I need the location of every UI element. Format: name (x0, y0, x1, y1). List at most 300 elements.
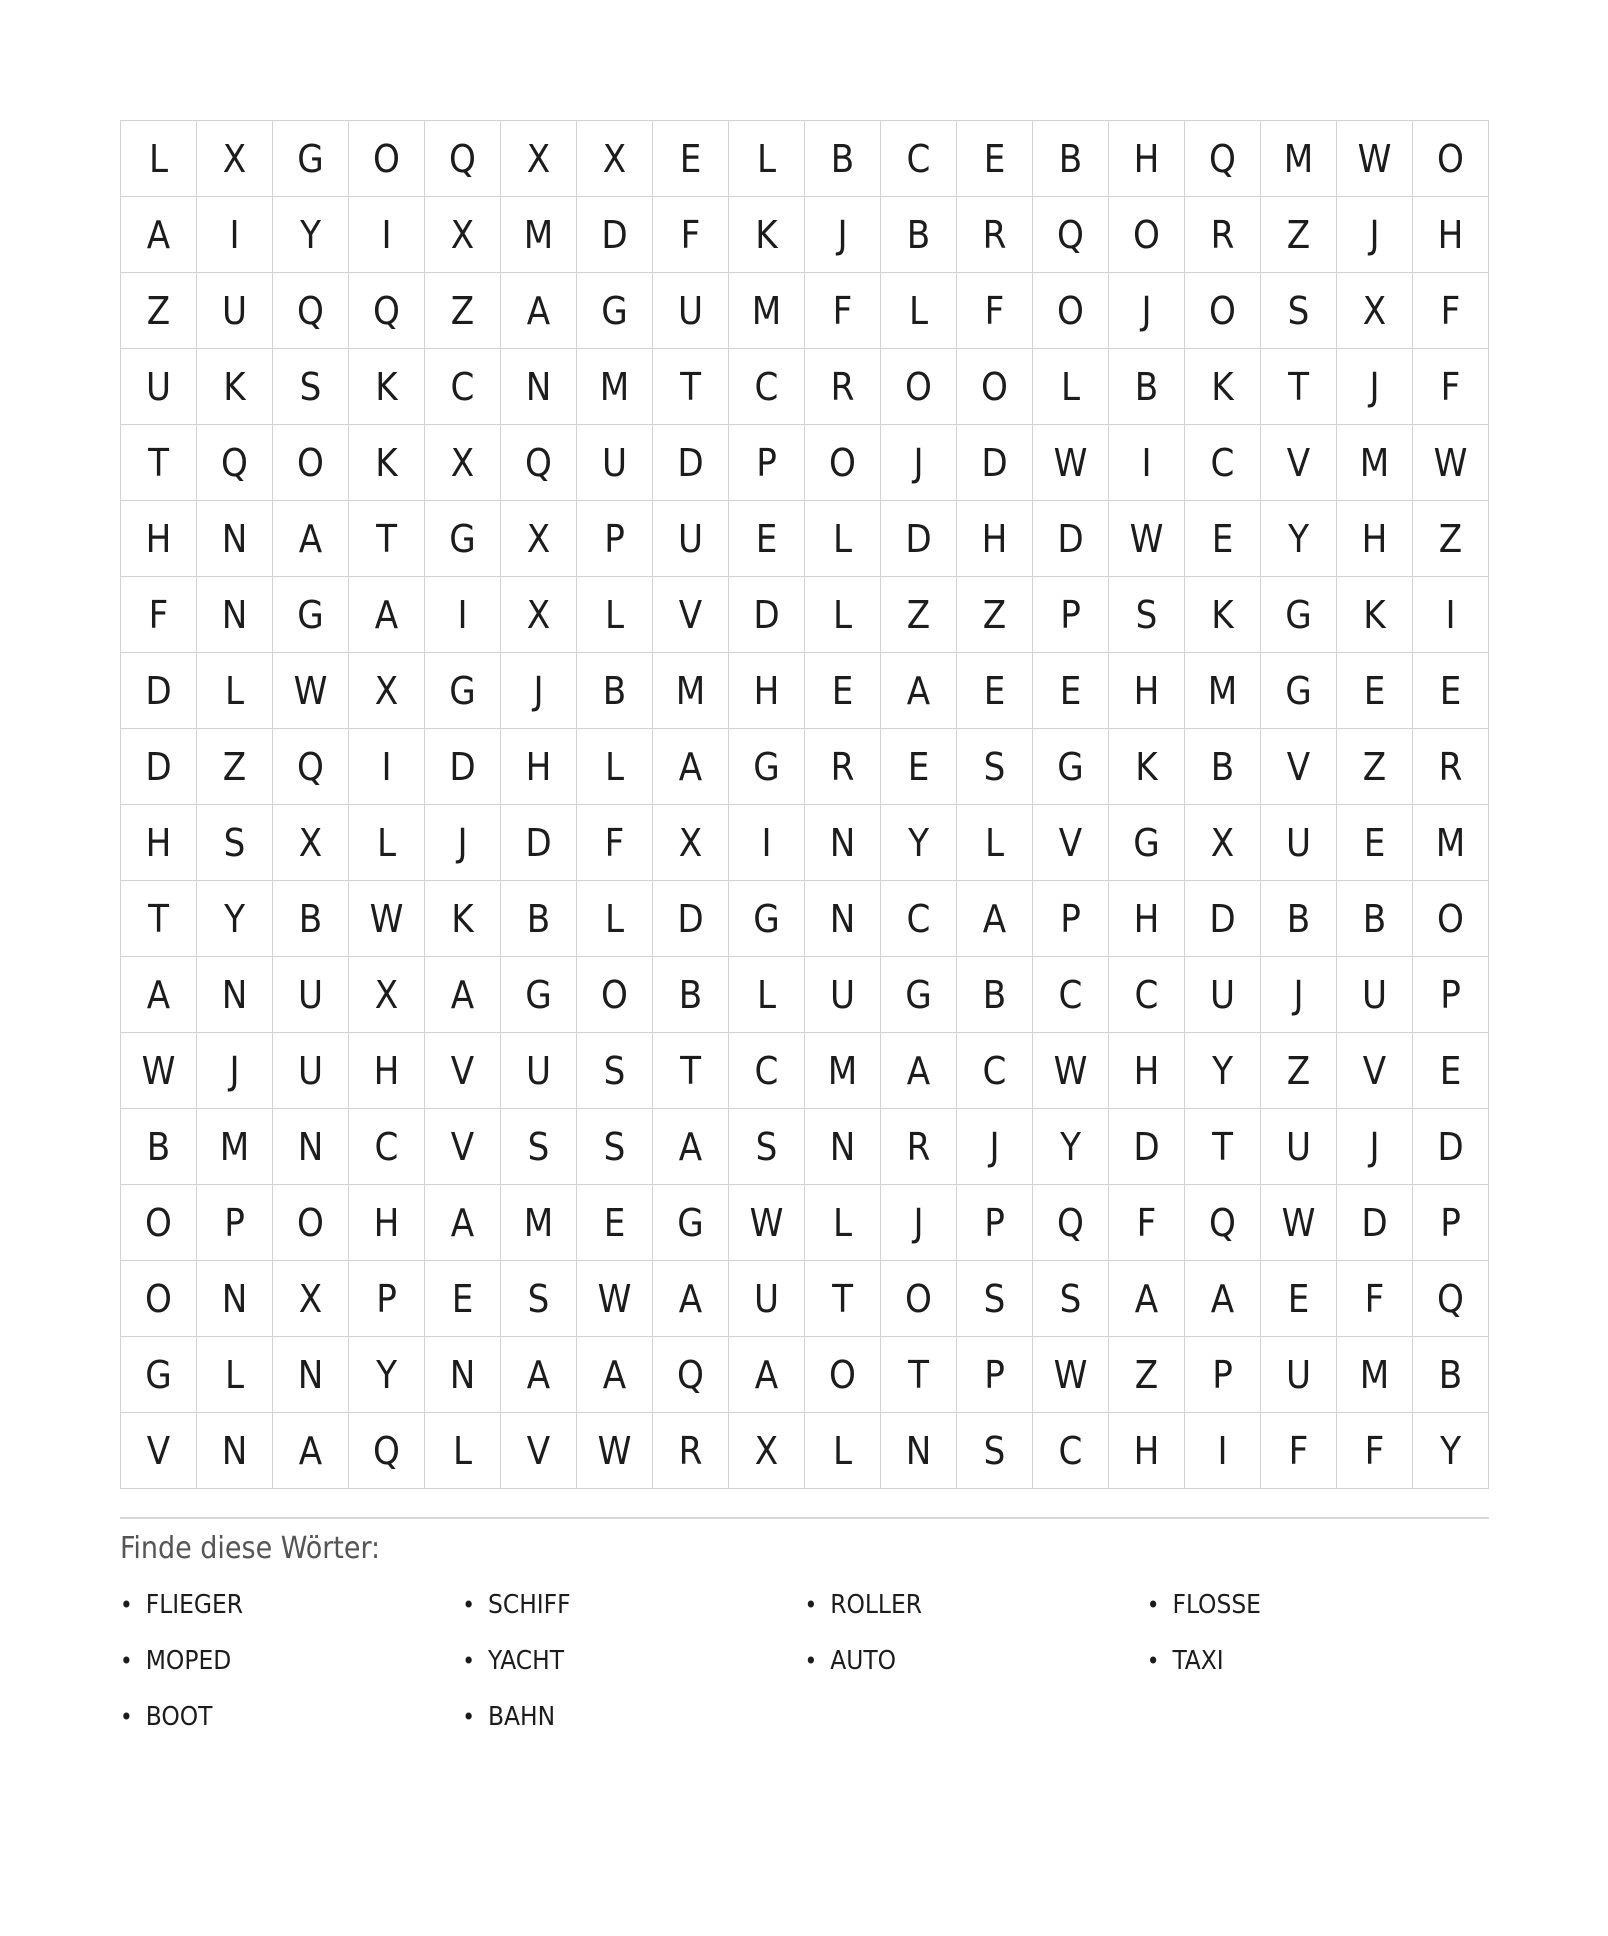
grid-cell[interactable]: A (501, 1337, 577, 1413)
grid-cell[interactable]: J (1337, 197, 1413, 273)
grid-cell[interactable]: N (197, 577, 273, 653)
grid-cell[interactable]: F (1261, 1413, 1337, 1489)
grid-cell[interactable]: F (1337, 1413, 1413, 1489)
grid-cell[interactable]: H (121, 805, 197, 881)
grid-cell[interactable]: S (273, 349, 349, 425)
grid-cell[interactable]: A (1185, 1261, 1261, 1337)
grid-cell[interactable]: P (1033, 881, 1109, 957)
grid-cell[interactable]: X (197, 121, 273, 197)
grid-cell[interactable]: X (501, 121, 577, 197)
grid-cell[interactable]: F (1413, 349, 1489, 425)
grid-cell[interactable]: D (1185, 881, 1261, 957)
grid-cell[interactable]: Z (881, 577, 957, 653)
grid-cell[interactable]: J (501, 653, 577, 729)
grid-cell[interactable]: Z (1261, 197, 1337, 273)
grid-cell[interactable]: X (501, 577, 577, 653)
grid-cell[interactable]: M (729, 273, 805, 349)
grid-cell[interactable]: S (1109, 577, 1185, 653)
grid-cell[interactable]: Z (957, 577, 1033, 653)
grid-cell[interactable]: G (425, 501, 501, 577)
grid-cell[interactable]: W (273, 653, 349, 729)
grid-cell[interactable]: D (1337, 1185, 1413, 1261)
grid-cell[interactable]: Y (881, 805, 957, 881)
grid-cell[interactable]: P (1185, 1337, 1261, 1413)
grid-cell[interactable]: T (1261, 349, 1337, 425)
grid-cell[interactable]: L (577, 729, 653, 805)
grid-cell[interactable]: B (1033, 121, 1109, 197)
grid-cell[interactable]: R (805, 729, 881, 805)
grid-cell[interactable]: U (1261, 1109, 1337, 1185)
grid-cell[interactable]: W (729, 1185, 805, 1261)
grid-cell[interactable]: Q (349, 273, 425, 349)
grid-cell[interactable]: X (349, 957, 425, 1033)
grid-cell[interactable]: S (729, 1109, 805, 1185)
grid-cell[interactable]: M (1337, 425, 1413, 501)
grid-cell[interactable]: W (1033, 425, 1109, 501)
grid-cell[interactable]: Z (1261, 1033, 1337, 1109)
grid-cell[interactable]: U (273, 1033, 349, 1109)
grid-cell[interactable]: O (881, 1261, 957, 1337)
grid-cell[interactable]: M (577, 349, 653, 425)
grid-cell[interactable]: E (1337, 805, 1413, 881)
grid-cell[interactable]: H (1337, 501, 1413, 577)
grid-cell[interactable]: K (1337, 577, 1413, 653)
grid-cell[interactable]: G (1261, 653, 1337, 729)
grid-cell[interactable]: H (501, 729, 577, 805)
grid-cell[interactable]: G (729, 881, 805, 957)
grid-cell[interactable]: D (653, 881, 729, 957)
grid-cell[interactable]: E (1337, 653, 1413, 729)
grid-cell[interactable]: Y (1413, 1413, 1489, 1489)
grid-cell[interactable]: R (1413, 729, 1489, 805)
grid-cell[interactable]: D (121, 653, 197, 729)
grid-cell[interactable]: V (501, 1413, 577, 1489)
grid-cell[interactable]: Y (197, 881, 273, 957)
grid-cell[interactable]: K (1185, 577, 1261, 653)
grid-cell[interactable]: U (1261, 805, 1337, 881)
grid-cell[interactable]: O (1185, 273, 1261, 349)
grid-cell[interactable]: S (501, 1109, 577, 1185)
grid-cell[interactable]: F (121, 577, 197, 653)
grid-cell[interactable]: W (577, 1261, 653, 1337)
grid-cell[interactable]: C (349, 1109, 425, 1185)
grid-cell[interactable]: L (881, 273, 957, 349)
grid-cell[interactable]: E (805, 653, 881, 729)
grid-cell[interactable]: X (1185, 805, 1261, 881)
grid-cell[interactable]: C (1109, 957, 1185, 1033)
grid-cell[interactable]: C (1185, 425, 1261, 501)
grid-cell[interactable]: U (1185, 957, 1261, 1033)
grid-cell[interactable]: T (881, 1337, 957, 1413)
grid-cell[interactable]: U (501, 1033, 577, 1109)
grid-cell[interactable]: L (805, 577, 881, 653)
grid-cell[interactable]: B (881, 197, 957, 273)
grid-cell[interactable]: M (1337, 1337, 1413, 1413)
grid-cell[interactable]: T (121, 881, 197, 957)
grid-cell[interactable]: I (1185, 1413, 1261, 1489)
grid-cell[interactable]: R (653, 1413, 729, 1489)
grid-cell[interactable]: E (577, 1185, 653, 1261)
grid-cell[interactable]: L (197, 653, 273, 729)
grid-cell[interactable]: A (881, 1033, 957, 1109)
grid-cell[interactable]: D (957, 425, 1033, 501)
grid-cell[interactable]: M (1413, 805, 1489, 881)
grid-cell[interactable]: Y (1185, 1033, 1261, 1109)
grid-cell[interactable]: G (729, 729, 805, 805)
grid-cell[interactable]: I (349, 197, 425, 273)
grid-cell[interactable]: O (881, 349, 957, 425)
grid-cell[interactable]: Z (1109, 1337, 1185, 1413)
grid-cell[interactable]: X (349, 653, 425, 729)
grid-cell[interactable]: I (729, 805, 805, 881)
grid-cell[interactable]: O (349, 121, 425, 197)
grid-cell[interactable]: A (121, 957, 197, 1033)
grid-cell[interactable]: H (349, 1033, 425, 1109)
grid-cell[interactable]: O (121, 1185, 197, 1261)
grid-cell[interactable]: H (121, 501, 197, 577)
grid-cell[interactable]: P (1033, 577, 1109, 653)
grid-cell[interactable]: N (197, 957, 273, 1033)
grid-cell[interactable]: H (1109, 1033, 1185, 1109)
grid-cell[interactable]: H (1109, 881, 1185, 957)
grid-cell[interactable]: O (1413, 121, 1489, 197)
grid-cell[interactable]: T (653, 1033, 729, 1109)
grid-cell[interactable]: J (1261, 957, 1337, 1033)
grid-cell[interactable]: E (881, 729, 957, 805)
grid-cell[interactable]: N (273, 1337, 349, 1413)
grid-cell[interactable]: L (1033, 349, 1109, 425)
grid-cell[interactable]: W (1033, 1033, 1109, 1109)
grid-cell[interactable]: A (425, 1185, 501, 1261)
grid-cell[interactable]: L (349, 805, 425, 881)
grid-cell[interactable]: U (273, 957, 349, 1033)
grid-cell[interactable]: V (1033, 805, 1109, 881)
grid-cell[interactable]: U (1337, 957, 1413, 1033)
grid-cell[interactable]: Y (349, 1337, 425, 1413)
grid-cell[interactable]: O (1413, 881, 1489, 957)
grid-cell[interactable]: T (349, 501, 425, 577)
grid-cell[interactable]: U (805, 957, 881, 1033)
grid-cell[interactable]: K (1109, 729, 1185, 805)
grid-cell[interactable]: L (957, 805, 1033, 881)
grid-cell[interactable]: H (1109, 653, 1185, 729)
grid-cell[interactable]: Q (273, 273, 349, 349)
grid-cell[interactable]: B (957, 957, 1033, 1033)
grid-cell[interactable]: O (805, 1337, 881, 1413)
grid-cell[interactable]: A (881, 653, 957, 729)
grid-cell[interactable]: W (349, 881, 425, 957)
grid-cell[interactable]: T (121, 425, 197, 501)
grid-cell[interactable]: F (1109, 1185, 1185, 1261)
grid-cell[interactable]: U (653, 501, 729, 577)
grid-cell[interactable]: S (957, 729, 1033, 805)
grid-cell[interactable]: N (805, 881, 881, 957)
grid-cell[interactable]: A (729, 1337, 805, 1413)
grid-cell[interactable]: X (273, 805, 349, 881)
grid-cell[interactable]: M (197, 1109, 273, 1185)
grid-cell[interactable]: Z (197, 729, 273, 805)
grid-cell[interactable]: X (729, 1413, 805, 1489)
grid-cell[interactable]: U (1261, 1337, 1337, 1413)
grid-cell[interactable]: H (1109, 1413, 1185, 1489)
grid-cell[interactable]: S (577, 1109, 653, 1185)
grid-cell[interactable]: D (577, 197, 653, 273)
grid-cell[interactable]: Q (197, 425, 273, 501)
grid-cell[interactable]: O (273, 1185, 349, 1261)
grid-cell[interactable]: D (881, 501, 957, 577)
grid-cell[interactable]: V (425, 1033, 501, 1109)
grid-cell[interactable]: J (197, 1033, 273, 1109)
grid-cell[interactable]: J (1337, 1109, 1413, 1185)
grid-cell[interactable]: G (653, 1185, 729, 1261)
grid-cell[interactable]: A (653, 729, 729, 805)
grid-cell[interactable]: L (577, 881, 653, 957)
grid-cell[interactable]: Z (425, 273, 501, 349)
grid-cell[interactable]: S (1261, 273, 1337, 349)
grid-cell[interactable]: G (1109, 805, 1185, 881)
grid-cell[interactable]: S (197, 805, 273, 881)
grid-cell[interactable]: J (881, 1185, 957, 1261)
grid-cell[interactable]: Y (1261, 501, 1337, 577)
grid-cell[interactable]: N (197, 501, 273, 577)
grid-cell[interactable]: M (501, 1185, 577, 1261)
grid-cell[interactable]: I (1109, 425, 1185, 501)
grid-cell[interactable]: F (577, 805, 653, 881)
grid-cell[interactable]: A (425, 957, 501, 1033)
grid-cell[interactable]: T (805, 1261, 881, 1337)
grid-cell[interactable]: K (425, 881, 501, 957)
grid-cell[interactable]: X (577, 121, 653, 197)
grid-cell[interactable]: T (653, 349, 729, 425)
grid-cell[interactable]: E (957, 653, 1033, 729)
grid-cell[interactable]: K (729, 197, 805, 273)
grid-cell[interactable]: W (1109, 501, 1185, 577)
grid-cell[interactable]: B (1413, 1337, 1489, 1413)
grid-cell[interactable]: A (501, 273, 577, 349)
grid-cell[interactable]: G (273, 121, 349, 197)
grid-cell[interactable]: A (349, 577, 425, 653)
grid-cell[interactable]: P (957, 1185, 1033, 1261)
grid-cell[interactable]: O (577, 957, 653, 1033)
grid-cell[interactable]: A (957, 881, 1033, 957)
grid-cell[interactable]: M (805, 1033, 881, 1109)
grid-cell[interactable]: D (121, 729, 197, 805)
grid-cell[interactable]: C (881, 881, 957, 957)
grid-cell[interactable]: W (1261, 1185, 1337, 1261)
grid-cell[interactable]: P (197, 1185, 273, 1261)
grid-cell[interactable]: N (197, 1413, 273, 1489)
grid-cell[interactable]: X (273, 1261, 349, 1337)
grid-cell[interactable]: Q (273, 729, 349, 805)
grid-cell[interactable]: R (957, 197, 1033, 273)
grid-cell[interactable]: V (425, 1109, 501, 1185)
grid-cell[interactable]: R (1185, 197, 1261, 273)
grid-cell[interactable]: B (1261, 881, 1337, 957)
grid-cell[interactable]: N (501, 349, 577, 425)
grid-cell[interactable]: X (501, 501, 577, 577)
grid-cell[interactable]: B (653, 957, 729, 1033)
grid-cell[interactable]: A (273, 501, 349, 577)
grid-cell[interactable]: I (349, 729, 425, 805)
grid-cell[interactable]: N (197, 1261, 273, 1337)
grid-cell[interactable]: C (729, 1033, 805, 1109)
grid-cell[interactable]: E (729, 501, 805, 577)
grid-cell[interactable]: P (349, 1261, 425, 1337)
grid-cell[interactable]: U (197, 273, 273, 349)
grid-cell[interactable]: J (957, 1109, 1033, 1185)
grid-cell[interactable]: Z (121, 273, 197, 349)
grid-cell[interactable]: X (425, 197, 501, 273)
grid-cell[interactable]: O (121, 1261, 197, 1337)
grid-cell[interactable]: L (577, 577, 653, 653)
grid-cell[interactable]: L (805, 1185, 881, 1261)
grid-cell[interactable]: M (501, 197, 577, 273)
grid-cell[interactable]: W (1033, 1337, 1109, 1413)
grid-cell[interactable]: D (1413, 1109, 1489, 1185)
grid-cell[interactable]: B (501, 881, 577, 957)
grid-cell[interactable]: L (121, 121, 197, 197)
grid-cell[interactable]: N (881, 1413, 957, 1489)
grid-cell[interactable]: O (273, 425, 349, 501)
grid-cell[interactable]: B (1185, 729, 1261, 805)
grid-cell[interactable]: I (1413, 577, 1489, 653)
grid-cell[interactable]: L (729, 957, 805, 1033)
grid-cell[interactable]: C (729, 349, 805, 425)
grid-cell[interactable]: D (729, 577, 805, 653)
grid-cell[interactable]: H (957, 501, 1033, 577)
grid-cell[interactable]: Y (1033, 1109, 1109, 1185)
grid-cell[interactable]: U (729, 1261, 805, 1337)
grid-cell[interactable]: Q (425, 121, 501, 197)
grid-cell[interactable]: Q (1033, 1185, 1109, 1261)
grid-cell[interactable]: Q (1033, 197, 1109, 273)
grid-cell[interactable]: W (121, 1033, 197, 1109)
grid-cell[interactable]: R (805, 349, 881, 425)
grid-cell[interactable]: K (197, 349, 273, 425)
grid-cell[interactable]: S (957, 1413, 1033, 1489)
grid-cell[interactable]: H (1109, 121, 1185, 197)
grid-cell[interactable]: A (577, 1337, 653, 1413)
grid-cell[interactable]: P (729, 425, 805, 501)
grid-cell[interactable]: V (121, 1413, 197, 1489)
grid-cell[interactable]: V (1261, 425, 1337, 501)
grid-cell[interactable]: G (501, 957, 577, 1033)
grid-cell[interactable]: A (121, 197, 197, 273)
grid-cell[interactable]: T (1185, 1109, 1261, 1185)
grid-cell[interactable]: Q (1185, 121, 1261, 197)
grid-cell[interactable]: N (425, 1337, 501, 1413)
grid-cell[interactable]: I (425, 577, 501, 653)
grid-cell[interactable]: W (1337, 121, 1413, 197)
grid-cell[interactable]: H (729, 653, 805, 729)
grid-cell[interactable]: A (653, 1109, 729, 1185)
grid-cell[interactable]: B (805, 121, 881, 197)
grid-cell[interactable]: U (121, 349, 197, 425)
grid-cell[interactable]: L (197, 1337, 273, 1413)
grid-cell[interactable]: M (1261, 121, 1337, 197)
grid-cell[interactable]: E (1413, 1033, 1489, 1109)
grid-cell[interactable]: F (1413, 273, 1489, 349)
grid-cell[interactable]: B (1337, 881, 1413, 957)
grid-cell[interactable]: B (273, 881, 349, 957)
grid-cell[interactable]: E (425, 1261, 501, 1337)
grid-cell[interactable]: K (349, 425, 425, 501)
grid-cell[interactable]: M (1185, 653, 1261, 729)
grid-cell[interactable]: E (1413, 653, 1489, 729)
grid-cell[interactable]: A (1109, 1261, 1185, 1337)
grid-cell[interactable]: J (1109, 273, 1185, 349)
grid-cell[interactable]: X (653, 805, 729, 881)
grid-cell[interactable]: J (881, 425, 957, 501)
grid-cell[interactable]: G (425, 653, 501, 729)
grid-cell[interactable]: C (957, 1033, 1033, 1109)
grid-cell[interactable]: F (805, 273, 881, 349)
grid-cell[interactable]: D (1033, 501, 1109, 577)
grid-cell[interactable]: P (957, 1337, 1033, 1413)
grid-cell[interactable]: B (1109, 349, 1185, 425)
grid-cell[interactable]: E (1033, 653, 1109, 729)
grid-cell[interactable]: P (577, 501, 653, 577)
grid-cell[interactable]: E (1185, 501, 1261, 577)
grid-cell[interactable]: G (577, 273, 653, 349)
grid-cell[interactable]: W (577, 1413, 653, 1489)
grid-cell[interactable]: Q (1185, 1185, 1261, 1261)
grid-cell[interactable]: C (1033, 957, 1109, 1033)
grid-cell[interactable]: D (501, 805, 577, 881)
grid-cell[interactable]: M (653, 653, 729, 729)
grid-cell[interactable]: H (349, 1185, 425, 1261)
grid-cell[interactable]: W (1413, 425, 1489, 501)
grid-cell[interactable]: B (577, 653, 653, 729)
grid-cell[interactable]: A (653, 1261, 729, 1337)
grid-cell[interactable]: S (1033, 1261, 1109, 1337)
grid-cell[interactable]: U (577, 425, 653, 501)
grid-cell[interactable]: E (1261, 1261, 1337, 1337)
grid-cell[interactable]: G (881, 957, 957, 1033)
grid-cell[interactable]: Q (653, 1337, 729, 1413)
grid-cell[interactable]: O (1033, 273, 1109, 349)
grid-cell[interactable]: O (805, 425, 881, 501)
grid-cell[interactable]: Z (1413, 501, 1489, 577)
grid-cell[interactable]: C (425, 349, 501, 425)
grid-cell[interactable]: F (1337, 1261, 1413, 1337)
grid-cell[interactable]: D (425, 729, 501, 805)
grid-cell[interactable]: A (273, 1413, 349, 1489)
grid-cell[interactable]: J (805, 197, 881, 273)
grid-cell[interactable]: B (121, 1109, 197, 1185)
grid-cell[interactable]: S (957, 1261, 1033, 1337)
grid-cell[interactable]: V (1337, 1033, 1413, 1109)
grid-cell[interactable]: G (1261, 577, 1337, 653)
grid-cell[interactable]: F (957, 273, 1033, 349)
grid-cell[interactable]: O (957, 349, 1033, 425)
grid-cell[interactable]: P (1413, 1185, 1489, 1261)
grid-cell[interactable]: Y (273, 197, 349, 273)
grid-cell[interactable]: U (653, 273, 729, 349)
grid-cell[interactable]: Z (1337, 729, 1413, 805)
grid-cell[interactable]: L (805, 501, 881, 577)
grid-cell[interactable]: J (425, 805, 501, 881)
grid-cell[interactable]: K (349, 349, 425, 425)
grid-cell[interactable]: H (1413, 197, 1489, 273)
grid-cell[interactable]: I (197, 197, 273, 273)
grid-cell[interactable]: G (121, 1337, 197, 1413)
grid-cell[interactable]: E (653, 121, 729, 197)
grid-cell[interactable]: Q (349, 1413, 425, 1489)
grid-cell[interactable]: P (1413, 957, 1489, 1033)
grid-cell[interactable]: V (653, 577, 729, 653)
grid-cell[interactable]: X (1337, 273, 1413, 349)
